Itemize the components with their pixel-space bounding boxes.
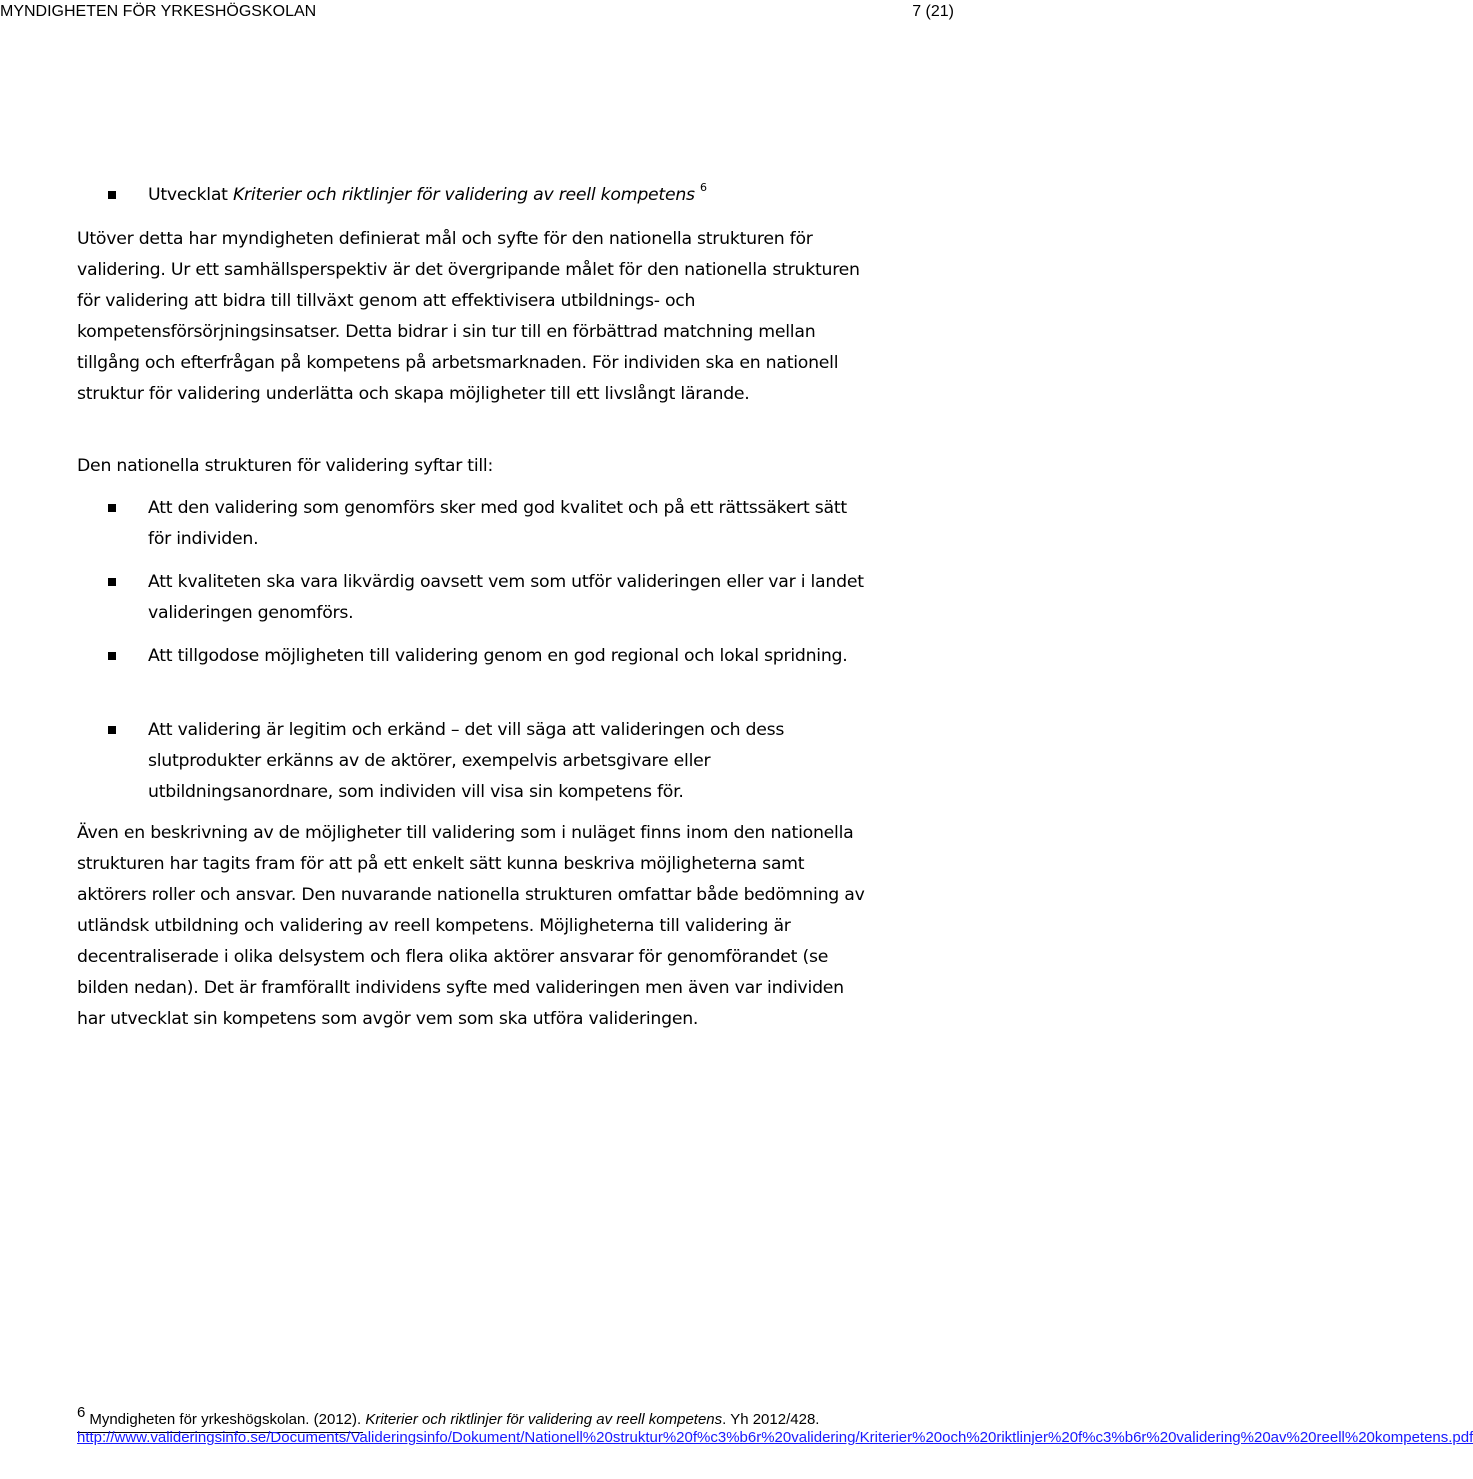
footnote-ref[interactable]: 6	[700, 181, 707, 194]
footnote-citation: Myndigheten för yrkeshögskolan. (2012).	[89, 1411, 366, 1428]
square-bullet-icon	[108, 578, 116, 586]
list-item	[108, 567, 868, 629]
paragraph-aims-intro: Den nationella strukturen för validering syftar till:	[77, 456, 494, 476]
footnote	[77, 1404, 1473, 1447]
square-bullet-icon	[108, 726, 116, 734]
footnote-title: Kriterier och riktlinjer för validering av reell kompetens	[365, 1411, 723, 1428]
list-item-text: Att tillgodose möjligheten till validering genom en god regional och lokal spridning.	[148, 646, 848, 666]
list-item-text: Att den validering som genomförs sker med god kvalitet och på ett rättssäkert sätt för individen.	[148, 498, 847, 549]
footnote-ref-number: . Yh 2012/428.	[722, 1411, 820, 1428]
paragraph-structure: Även en beskrivning av de möjligheter till validering som i nuläget finns inom den nationella strukturen har tagits fram för att på ett enkelt sätt kunna beskriva möjligheterna samt aktörers roller och ansvar. Den nuvarande nationella strukturen omfattar både bedömning av utländsk utbildning och validering av reell kompetens. Möjligheterna till validering är decentraliserade i olika delsystem och flera olika aktörer ansvarar för genomförandet (se bilden nedan). Det är framförallt individens syfte med valideringen men även var individen har utvecklat sin kompetens som avgör vem som ska utföra valideringen.	[77, 823, 865, 1029]
list-item	[108, 493, 868, 555]
square-bullet-icon	[108, 504, 116, 512]
square-bullet-icon	[108, 191, 116, 199]
list-item	[108, 641, 868, 672]
bullet-prefix: Utvecklat	[148, 185, 233, 205]
list-item-text: Att kvaliteten ska vara likvärdig oavsett vem som utför valideringen eller var i landet valideringen genomförs.	[148, 572, 864, 623]
footnote-link[interactable]: http://www.valideringsinfo.se/Documents/Valideringsinfo/Dokument/Nationell%20struktur%20f%c3%b6r%20validering/Kriterier%20och%20riktlinjer%20f%c3%b6r%20validering%20av%20reell%20kompetens.pdf	[77, 1429, 1473, 1446]
list-item	[108, 715, 868, 808]
list-item-top	[108, 180, 868, 211]
page-number: 7 (21)	[912, 3, 954, 20]
paragraph-goals: Utöver detta har myndigheten definierat mål och syfte för den nationella strukturen för validering. Ur ett samhällsperspektiv är det övergripande målet för den nationella strukturen för validering att bidra till tillväxt genom att effektivisera utbildnings- och kompetensförsörjningsinsatser. Detta bidrar i sin tur till en förbättrad matchning mellan tillgång och efterfrågan på kompetens på arbetsmarknaden. För individen ska en nationell struktur för validering underlätta och skapa möjligheter till ett livslångt lärande.	[77, 229, 860, 404]
criteria-title: Kriterier och riktlinjer för validering av reell kompetens	[232, 185, 695, 205]
footnote-number: 6	[77, 1404, 86, 1421]
running-header-title: MYNDIGHETEN FÖR YRKESHÖGSKOLAN	[0, 3, 317, 20]
square-bullet-icon	[108, 652, 116, 660]
list-item-text: Att validering är legitim och erkänd – det vill säga att valideringen och dess slutprodukter erkänns av de aktörer, exempelvis arbetsgivare eller utbildningsanordnare, som individen vill visa sin kompetens för.	[148, 720, 785, 802]
